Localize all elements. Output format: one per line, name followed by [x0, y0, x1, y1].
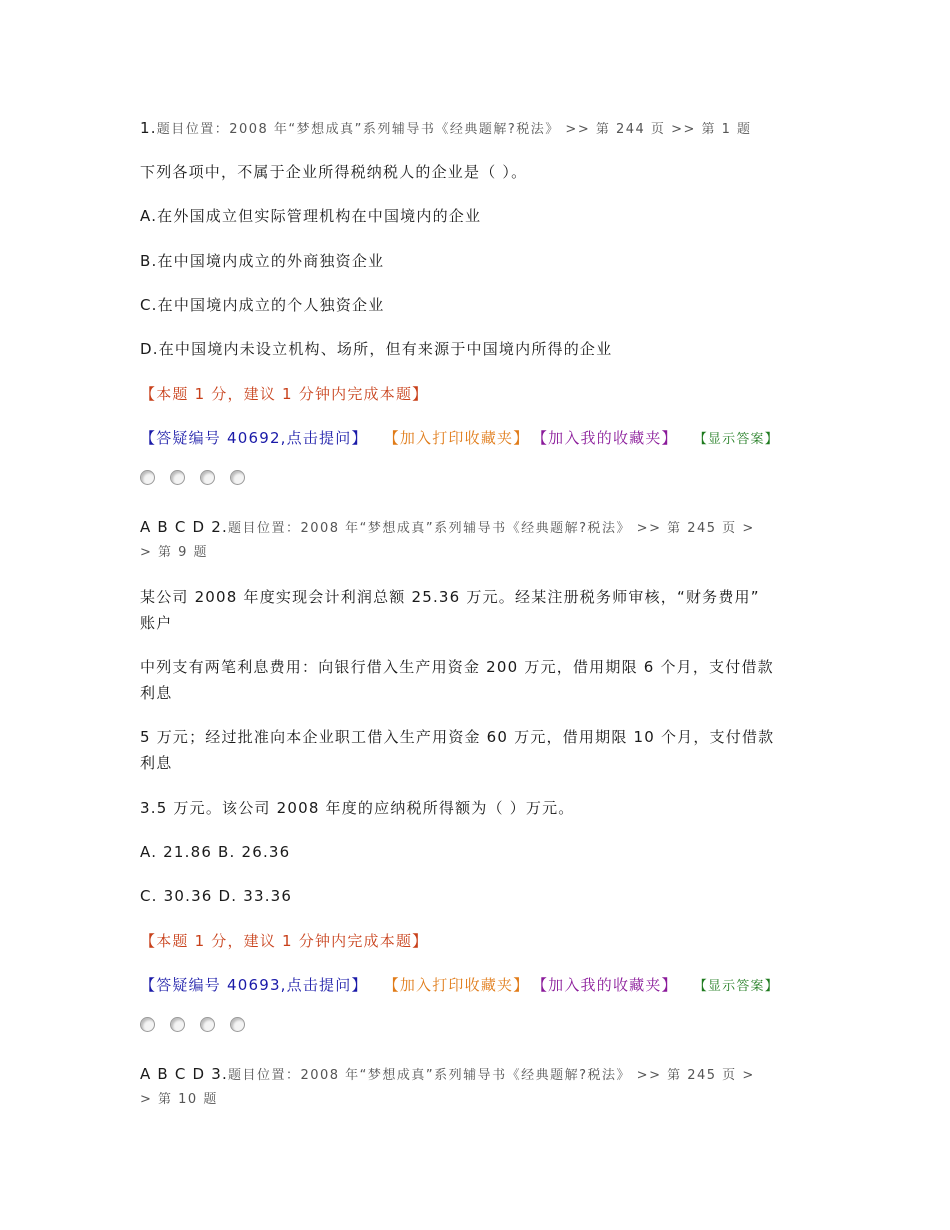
q1-radio-a[interactable]: [140, 470, 155, 485]
q1-show-answer-link[interactable]: 【显示答案】: [693, 432, 779, 447]
q2-stem-line-4: 利息: [140, 684, 173, 702]
q2-options-ab: A. 21.86 B. 26.36: [140, 843, 291, 861]
q1-location: 题目位置：2008 年“梦想成真”系列辅导书《经典题解?税法》 >> 第 244 页 >> 第 1 题: [156, 122, 752, 137]
q1-radio-b[interactable]: [170, 470, 185, 485]
q2-stem-line-7: 3.5 万元。该公司 2008 年度的应纳税所得额为（ ）万元。: [140, 799, 575, 817]
q2-options-cd: C. 30.36 D. 33.36: [140, 887, 293, 905]
q1-radio-c[interactable]: [200, 470, 215, 485]
q3-location-cont: > 第 10 题: [140, 1092, 218, 1107]
q1-option-b: B.在中国境内成立的外商独资企业: [140, 252, 385, 270]
q1-option-a: A.在外国成立但实际管理机构在中国境内的企业: [140, 207, 482, 225]
q3-header: [140, 1061, 820, 1089]
q2-radio-a[interactable]: [140, 1017, 155, 1032]
q2-location: 题目位置：2008 年“梦想成真”系列辅导书《经典题解?税法》 >> 第 245 页 >: [227, 521, 755, 536]
q1-answer-radios: [140, 470, 245, 490]
q2-stem-line-1: 某公司 2008 年度实现会计利润总额 25.36 万元。经某注册税务师审核，“财务费用”: [140, 588, 760, 606]
q2-stem-line-6: 利息: [140, 754, 173, 772]
q1-stem: 下列各项中，不属于企业所得税纳税人的企业是（ ）。: [140, 163, 528, 181]
q2-stem-line-2: 账户: [140, 614, 173, 632]
q2-score-note: 【本题 1 分，建议 1 分钟内完成本题】: [140, 932, 429, 950]
q2-stem-line-5: 5 万元；经过批准向本企业职工借入生产用资金 60 万元，借用期限 10 个月，支付借款: [140, 728, 775, 746]
q1-number: 1.: [140, 119, 157, 137]
q2-my-favorites-link[interactable]: 【加入我的收藏夹】: [539, 976, 678, 994]
q2-prefix: A B C D 2.: [140, 518, 228, 536]
q2-show-answer-link[interactable]: 【显示答案】: [693, 979, 779, 994]
q2-radio-d[interactable]: [230, 1017, 245, 1032]
q1-option-d: D.在中国境内未设立机构、场所，但有来源于中国境内所得的企业: [140, 340, 613, 358]
q2-radio-b[interactable]: [170, 1017, 185, 1032]
q2-location-cont: > 第 9 题: [140, 545, 209, 560]
q2-answer-radios: [140, 1017, 245, 1037]
q1-score-note: 【本题 1 分，建议 1 分钟内完成本题】: [140, 385, 429, 403]
q2-ask-link[interactable]: 【答疑编号 40693,点击提问】: [140, 976, 368, 994]
q1-ask-link[interactable]: 【答疑编号 40692,点击提问】: [140, 429, 368, 447]
q2-header: [140, 514, 820, 542]
q1-header: [140, 115, 820, 143]
q1-option-c: C.在中国境内成立的个人独资企业: [140, 296, 385, 314]
q1-print-favorites-link[interactable]: 【加入打印收藏夹】: [383, 429, 530, 447]
q2-radio-c[interactable]: [200, 1017, 215, 1032]
q3-prefix: A B C D 3.: [140, 1065, 228, 1083]
q2-action-links: [140, 972, 820, 1000]
q2-stem-line-3: 中列支有两笔利息费用：向银行借入生产用资金 200 万元，借用期限 6 个月，支付借款: [140, 658, 774, 676]
q1-radio-d[interactable]: [230, 470, 245, 485]
q3-location: 题目位置：2008 年“梦想成真”系列辅导书《经典题解?税法》 >> 第 245 页 >: [227, 1068, 755, 1083]
q1-my-favorites-link[interactable]: 【加入我的收藏夹】: [539, 429, 678, 447]
q2-print-favorites-link[interactable]: 【加入打印收藏夹】: [383, 976, 530, 994]
q1-action-links: [140, 425, 820, 453]
